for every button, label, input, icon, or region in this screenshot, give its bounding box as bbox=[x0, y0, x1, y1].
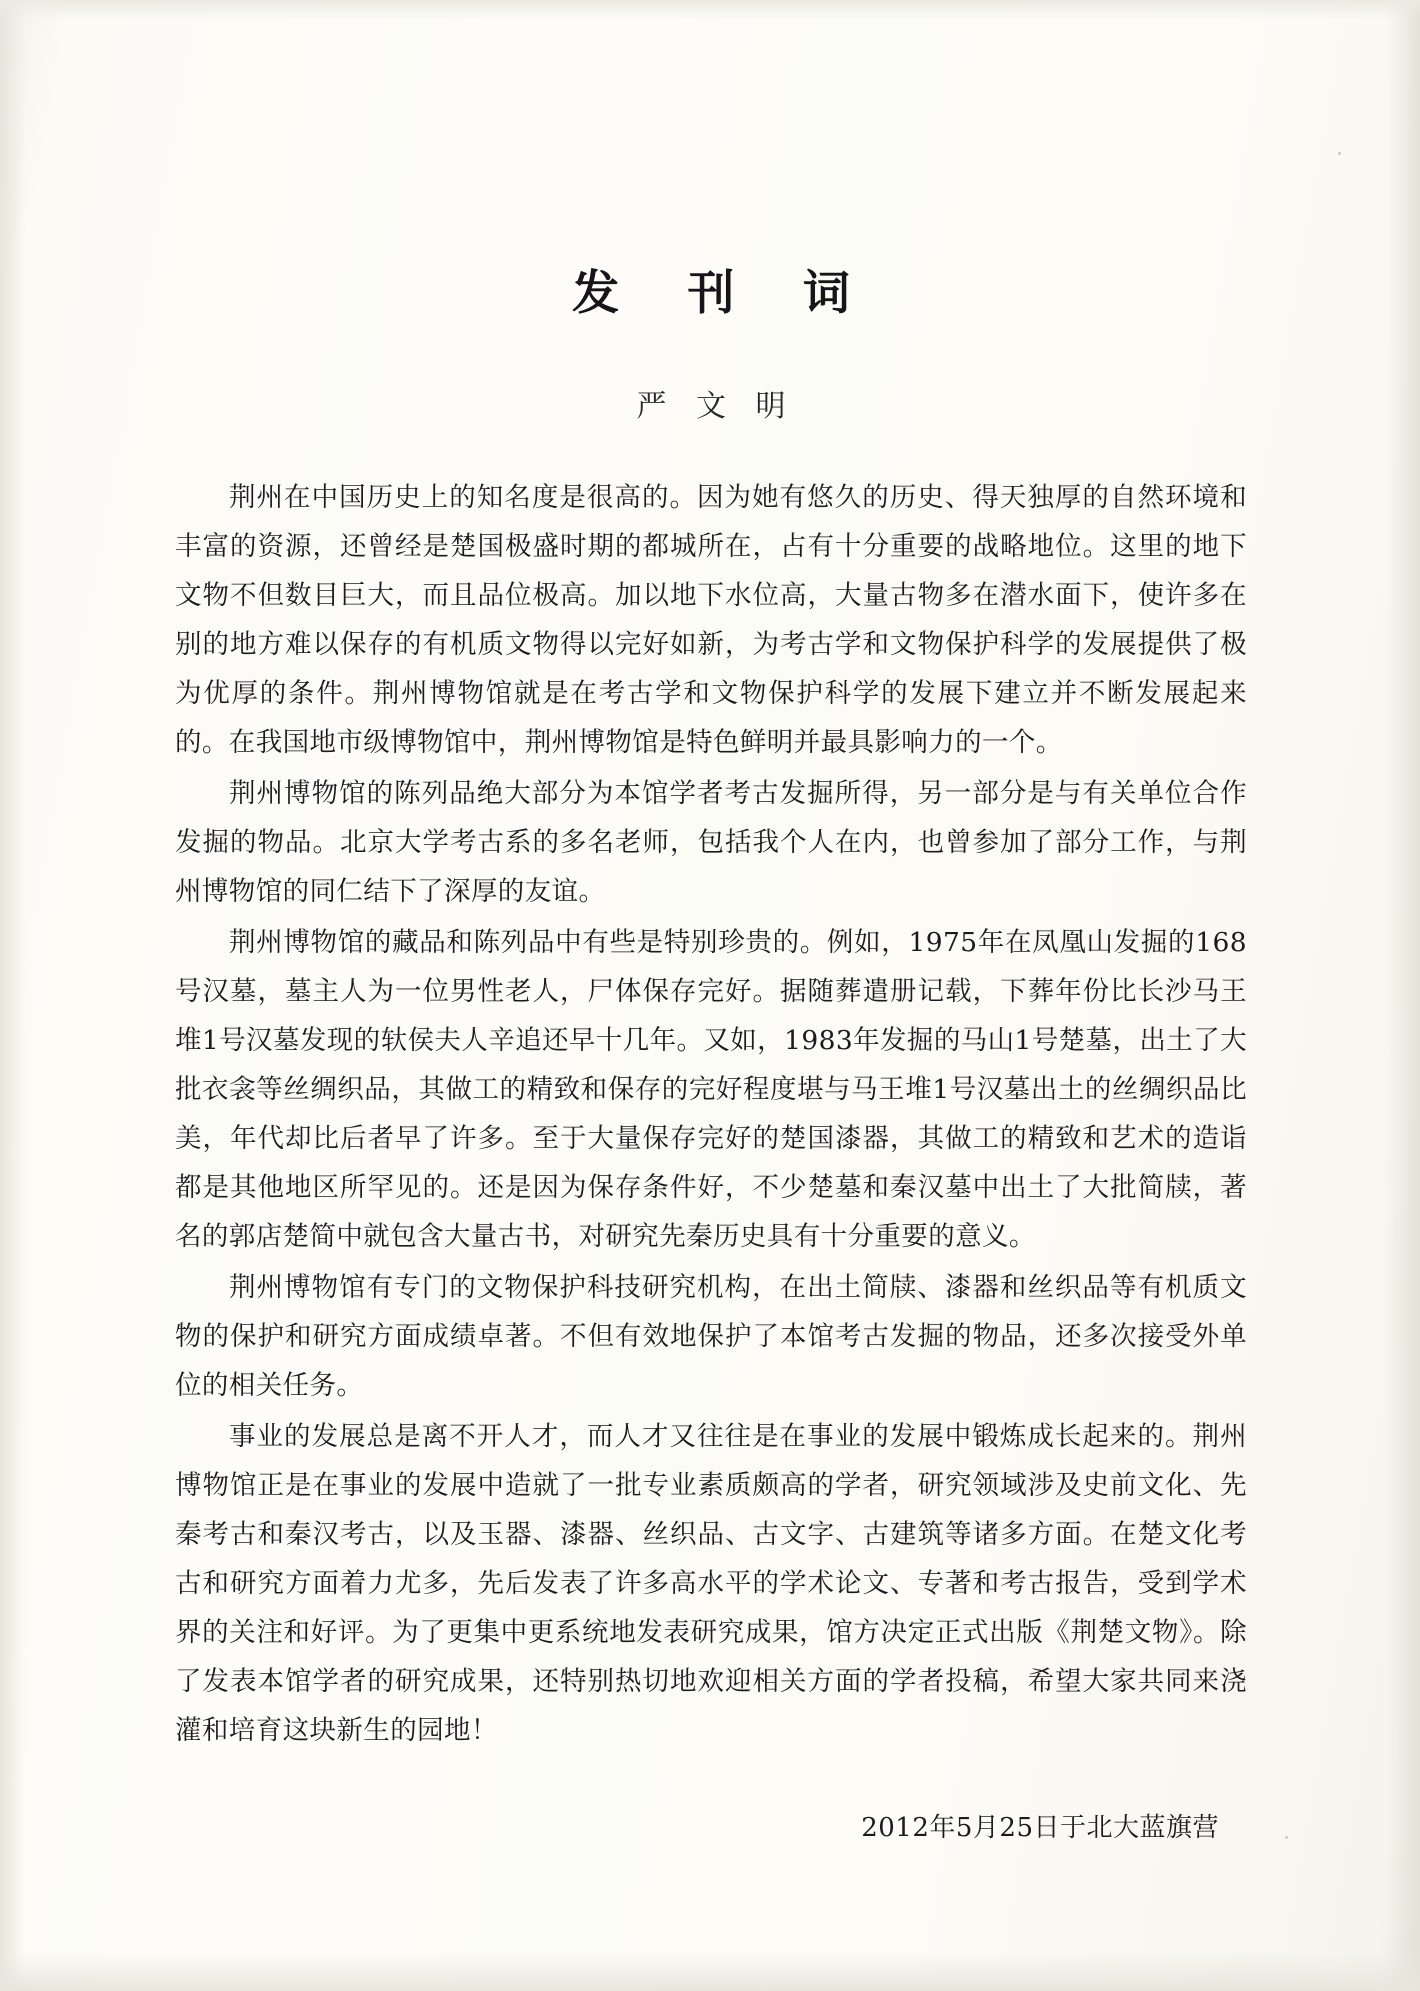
paragraph: 荆州在中国历史上的知名度是很高的。因为她有悠久的历史、得天独厚的自然环境和丰富的资源，还曾经是楚国极盛时期的都城所在，占有十分重要的战略地位。这里的地下文物不但数目巨大，而且品位极高。加以地下水位高，大量古物多在潜水面下，使许多在别的地方难以保存的有机质文物得以完好如新，为考古学和文物保护科学的发展提供了极为优厚的条件。荆州博物馆就是在考古学和文物保护科学的发展下建立并不断发展起来的。在我国地市级博物馆中，荆州博物馆是特色鲜明并最具影响力的一个。 bbox=[175, 482, 1247, 758]
paragraph: 荆州博物馆有专门的文物保护科技研究机构，在出土简牍、漆器和丝织品等有机质文物的保护和研究方面成绩卓著。不但有效地保护了本馆考古发掘的物品，还多次接受外单位的相关任务。 bbox=[175, 1272, 1247, 1401]
paper-speck bbox=[1338, 152, 1341, 155]
paragraph: 荆州博物馆的藏品和陈列品中有些是特别珍贵的。例如，1975年在凤凰山发掘的168号汉墓，墓主人为一位男性老人，尸体保存完好。据随葬遣册记载，下葬年份比长沙马王堆1号汉墓发现的轪侯夫人辛追还早十几年。又如，1983年发掘的马山1号楚墓，出土了大批衣衾等丝绸织品，其做工的精致和保存的完好程度堪与马王堆1号汉墓出土的丝绸织品比美，年代却比后者早了许多。至于大量保存完好的楚国漆器，其做工的精致和艺术的造诣都是其他地区所罕见的。还是因为保存条件好，不少楚墓和秦汉墓中出土了大批简牍，著名的郭店楚简中就包含大量古书，对研究先秦历史具有十分重要的意义。 bbox=[175, 927, 1247, 1252]
paragraph: 事业的发展总是离不开人才，而人才又往往是在事业的发展中锻炼成长起来的。荆州博物馆正是在事业的发展中造就了一批专业素质颇高的学者，研究领域涉及史前文化、先秦考古和秦汉考古，以及玉器、漆器、丝织品、古文字、古建筑等诸多方面。在楚文化考古和研究方面着力尤多，先后发表了许多高水平的学术论文、专著和考古报告，受到学术界的关注和好评。为了更集中更系统地发表研究成果，馆方决定正式出版《荆楚文物》。除了发表本馆学者的研究成果，还特别热切地欢迎相关方面的学者投稿，希望大家共同来浇灌和培育这块新生的园地！ bbox=[175, 1421, 1247, 1746]
page-edge-shadow-left bbox=[0, 0, 26, 1991]
body-text bbox=[175, 473, 1247, 1755]
date-line: 2012年5月25日于北大蓝旗营 bbox=[861, 1813, 1219, 1843]
author-name: 严 文 明 bbox=[636, 389, 796, 424]
paragraph: 荆州博物馆的陈列品绝大部分为本馆学者考古发掘所得，另一部分是与有关单位合作发掘的物品。北京大学考古系的多名老师，包括我个人在内，也曾参加了部分工作，与荆州博物馆的同仁结下了深厚的友谊。 bbox=[175, 778, 1247, 907]
document-content bbox=[175, 0, 1247, 1991]
paper-speck bbox=[1285, 1836, 1288, 1839]
page-title: 发 刊 词 bbox=[572, 266, 876, 321]
page-edge-shadow-right bbox=[1386, 0, 1420, 1991]
